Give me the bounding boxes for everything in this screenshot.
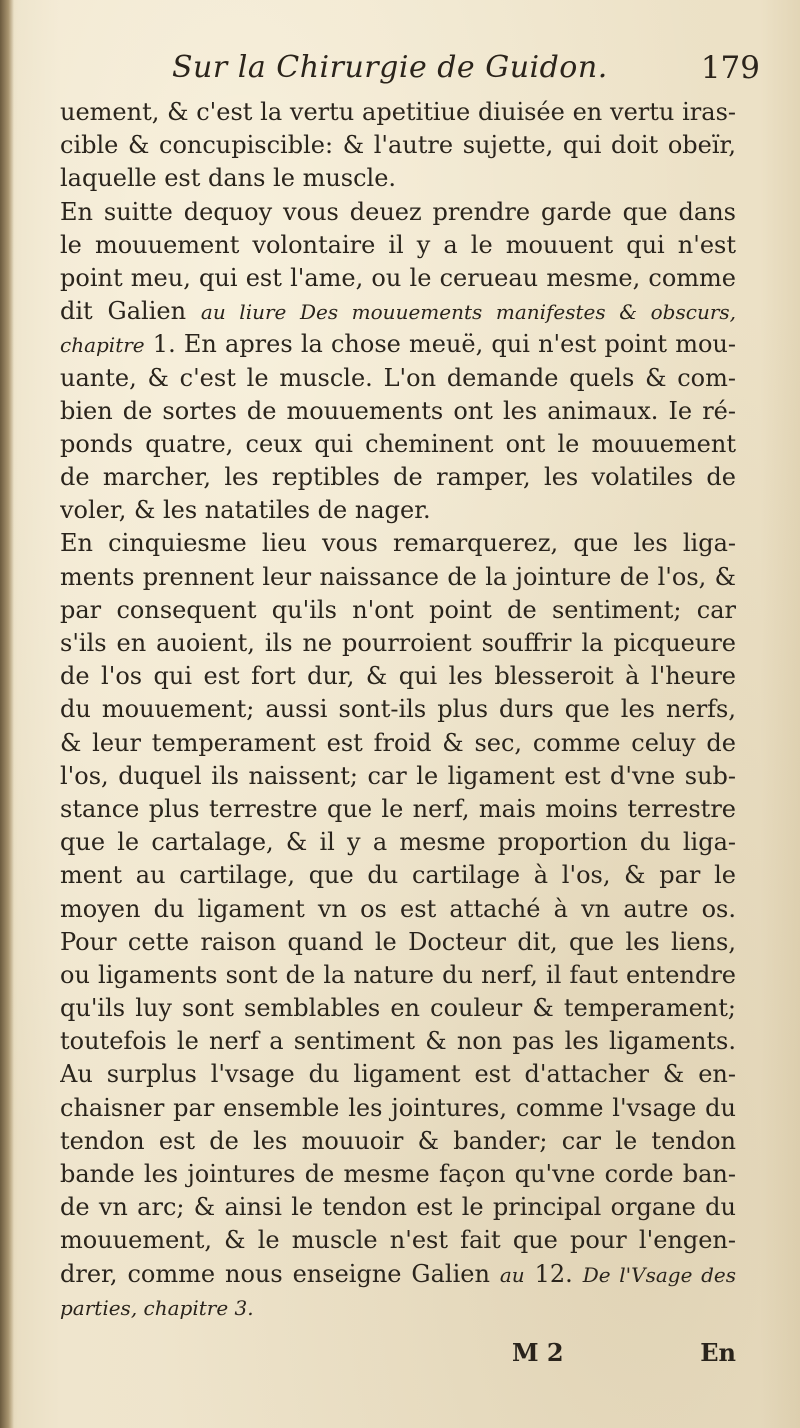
text-line <box>60 1158 736 1191</box>
page-footer <box>60 1338 736 1378</box>
text-line <box>60 96 736 129</box>
line-text: chaisner par ensemble les jointures, comme l'vsage du <box>60 1093 736 1122</box>
text-line <box>60 1224 736 1257</box>
line-text: du mouuement; aussi sont-ils plus durs que les nerfs, <box>60 695 736 724</box>
text-line <box>60 129 736 162</box>
line-text: par consequent qu'ils n'ont point de sentiment; car <box>60 595 736 624</box>
text-line <box>60 1092 736 1125</box>
line-text: ou ligaments sont de la nature du nerf, il faut entendre <box>60 960 736 989</box>
line-text: En suitte dequoy vous deuez prendre garde que dans <box>60 197 736 226</box>
line-text: ment au cartilage, que du cartilage à l'os, & par le <box>60 861 736 890</box>
text-line <box>60 262 736 295</box>
line-text: ponds quatre, ceux qui cheminent ont le mouuement <box>60 429 736 458</box>
text-line <box>60 660 736 693</box>
text-line <box>60 859 736 892</box>
text-line <box>60 992 736 1025</box>
text-line <box>60 229 736 262</box>
text-line <box>60 395 736 428</box>
line-text: mouuement, & le muscle n'est fait que pour l'engen- <box>60 1226 736 1255</box>
line-text: que le cartalage, & il y a mesme proportion du liga- <box>60 828 736 857</box>
page-number: 179 <box>700 50 760 86</box>
line-text: Pour cette raison quand le Docteur dit, que les liens, <box>60 927 736 956</box>
line-text: dit Galien <box>60 297 201 326</box>
line-text: Au surplus l'vsage du ligament est d'attacher & en- <box>60 1060 736 1089</box>
line-text: toutefois le nerf a sentiment & non pas les ligaments. <box>60 1027 736 1056</box>
text-line <box>60 693 736 726</box>
body-text <box>60 96 736 1324</box>
page-header <box>60 46 760 90</box>
text-line <box>60 1291 736 1324</box>
line-text: uement, & c'est la vertu apetitiue diuisée en vertu iras- <box>60 98 736 126</box>
text-line <box>60 594 736 627</box>
text-line <box>60 461 736 494</box>
italic-citation: De l'Vsage des <box>582 1262 736 1287</box>
text-line <box>60 760 736 793</box>
running-title: Sur la Chirurgie de Guidon. <box>172 50 608 85</box>
text-line <box>60 1258 736 1291</box>
text-line <box>60 627 736 660</box>
line-text: de l'os qui est fort dur, & qui les blesseroit à l'heure <box>60 662 736 691</box>
text-line <box>60 793 736 826</box>
text-line <box>60 527 736 560</box>
line-text: ments prennent leur naissance de la jointure de l'os, & <box>60 562 736 591</box>
text-line <box>60 826 736 859</box>
line-text: 1. En apres la chose meuë, qui n'est point mou- <box>144 330 736 359</box>
text-line <box>60 196 736 229</box>
line-text: tendon est de les mouuoir & bander; car le tendon <box>60 1126 736 1155</box>
text-line <box>60 428 736 461</box>
line-text: s'ils en auoient, ils ne pourroient souffrir la picqueure <box>60 629 736 657</box>
italic-citation: chapitre <box>60 333 145 358</box>
line-text: En cinquiesme lieu vous remarquerez, que les liga- <box>60 529 736 558</box>
text-line <box>60 494 736 527</box>
line-text: & leur temperament est froid & sec, comme celuy de <box>60 728 736 757</box>
line-text: le mouuement volontaire il y a le mouuent qui n'est <box>60 230 736 259</box>
line-text: voler, & les natatiles de nager. <box>60 496 431 525</box>
text-line <box>60 727 736 760</box>
text-line <box>60 893 736 926</box>
line-text: bien de sortes de mouuements ont les animaux. Ie ré- <box>60 396 736 425</box>
line-text: drer, comme nous enseigne Galien <box>60 1259 500 1288</box>
italic-citation: au <box>499 1262 525 1287</box>
text-line <box>60 328 736 361</box>
line-text: point meu, qui est l'ame, ou le cerueau mesme, comme <box>60 263 736 292</box>
italic-citation: au liure Des mouuements manifestes & obscurs, <box>200 300 736 325</box>
text-line <box>60 959 736 992</box>
text-line <box>60 295 736 328</box>
text-line <box>60 362 736 395</box>
signature-mark: M 2 <box>512 1338 564 1367</box>
text-line <box>60 1025 736 1058</box>
catchword: En <box>700 1338 736 1367</box>
binding-gutter <box>0 0 14 1428</box>
text-line <box>60 926 736 959</box>
text-line <box>60 1191 736 1224</box>
line-text: de marcher, les reptibles de ramper, les volatiles de <box>60 463 736 492</box>
line-text: l'os, duquel ils naissent; car le ligament est d'vne sub- <box>60 761 736 790</box>
line-text: 12. <box>524 1259 583 1288</box>
line-text: uante, & c'est le muscle. L'on demande quels & com- <box>60 363 736 392</box>
text-line <box>60 162 736 195</box>
text-line <box>60 1058 736 1091</box>
line-text: cible & concupiscible: & l'autre sujette, qui doit obeïr, <box>60 131 736 160</box>
line-text: moyen du ligament vn os est attaché à vn autre os. <box>60 894 736 923</box>
text-line <box>60 1125 736 1158</box>
line-text: stance plus terrestre que le nerf, mais moins terrestre <box>60 794 736 823</box>
text-line <box>60 561 736 594</box>
line-text: de vn arc; & ainsi le tendon est le principal organe du <box>60 1193 736 1222</box>
line-text: bande les jointures de mesme façon qu'vne corde ban- <box>60 1160 736 1188</box>
line-text: qu'ils luy sont semblables en couleur & temperament; <box>60 994 736 1023</box>
italic-citation: parties, chapitre 3. <box>60 1295 254 1320</box>
line-text: laquelle est dans le muscle. <box>60 164 397 193</box>
